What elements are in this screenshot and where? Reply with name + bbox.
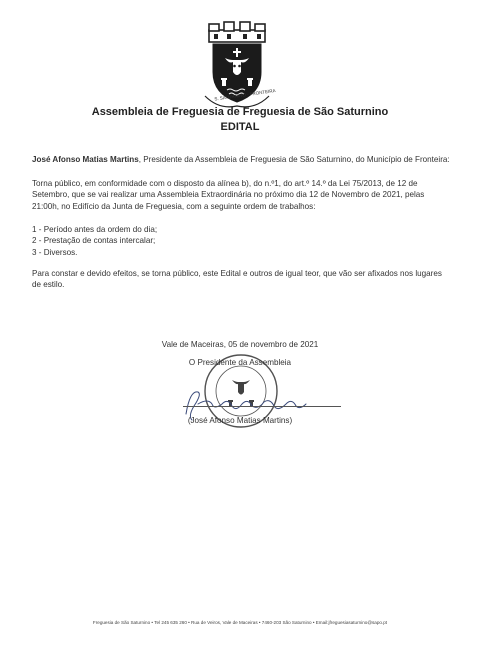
signature-line [183,406,341,407]
agenda-item: 3 - Diversos. [32,247,78,257]
agenda-item: 1 - Período antes da ordem do dia; [32,225,158,234]
president-name: José Afonso Matias Martins [32,155,139,164]
crest-caption: S. SATURNINO - FRONTEIRA [214,88,276,102]
intro-text: , Presidente da Assembleia de Freguesia de São Saturnino, do Município de Fronteira: [138,155,450,164]
intro-paragraph [32,154,450,165]
place-and-date: Vale de Maceiras, 05 de novembro de 2021 [161,340,319,349]
agenda-list [32,224,450,258]
agenda-item: 2 - Prestação de contas intercalar; [32,236,156,246]
signatory-role: O Presidente da Assembleia [188,358,292,367]
closing-paragraph: Para constar e devido efeitos, se torna público, este Edital e outros de igual teor, que vão ser afixados nos lugares de estilo. [32,269,442,290]
announcement-paragraph: Torna público, em conformidade com o disposto da alínea b), do n.º1, do art.º 14.º da Lei 75/2013, de 12 de Setembro, que se vai realizar uma Assembleia Extraordinária no próximo dia 12 de Novembro de 2021, pelas 21:00h, no Edifício da Junta de Freguesia, com a seguinte ordem de trabalhos: [32,179,425,211]
signatory-name: (José Afonso Matias Martins) [187,416,293,425]
assembly-title: Assembleia de Freguesia de Freguesia de São Saturnino [91,106,389,118]
document-type-title: EDITAL [220,121,260,133]
footer-contact: Freguesia de São Saturnino • Tel 245 635 260 • Rua de Veiros, Vale de Maceiras • 7460-203 São Saturnino • Email:jfreguesiasaturnino@sapo.pt [92,620,388,625]
